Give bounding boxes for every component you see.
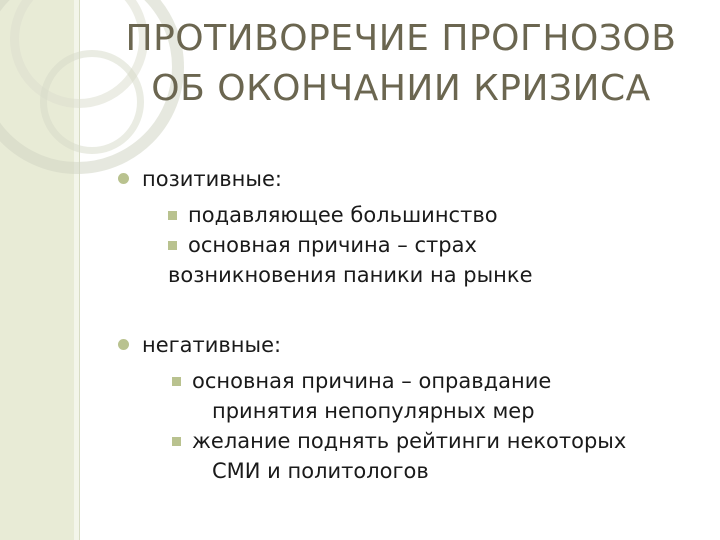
slide-title (96, 14, 706, 114)
square-bullet-icon (168, 211, 177, 220)
sub-bullet-text: основная причина – оправдание (192, 369, 552, 393)
slide-title-line-1: ПРОТИВОРЕЧИЕ ПРОГНОЗОВ (125, 18, 677, 59)
sub-bullet-item (172, 366, 708, 426)
sub-bullet-item (168, 200, 708, 230)
slide-content (118, 164, 708, 486)
sub-list (172, 366, 708, 486)
bullet-item (118, 330, 708, 360)
sub-list (168, 200, 708, 260)
slide-title-line-2: ОБ ОКОНЧАНИИ КРИЗИСА (151, 68, 651, 109)
sub-bullet-text-continuation: принятия непопулярных мер (212, 399, 535, 423)
bullet-label: негативные: (142, 333, 282, 357)
sub-bullet-item (172, 426, 708, 486)
sub-bullet-continuation: возникновения паники на рынке (168, 263, 533, 287)
sub-bullet-text-continuation: СМИ и политологов (212, 459, 429, 483)
sub-bullet-item (168, 230, 708, 260)
square-bullet-icon (168, 241, 177, 250)
bullet-label: позитивные: (142, 167, 282, 191)
bullet-group-negative (118, 330, 708, 486)
bullet-item (118, 164, 708, 194)
square-bullet-icon (172, 437, 181, 446)
sub-bullet-text: желание поднять рейтинги некоторых (192, 429, 627, 453)
round-bullet-icon (118, 339, 129, 350)
round-bullet-icon (118, 173, 129, 184)
sub-bullet-text: основная причина – страх (188, 233, 477, 257)
bullet-group-positive (118, 164, 708, 290)
square-bullet-icon (172, 377, 181, 386)
sub-bullet-text: подавляющее большинство (188, 203, 498, 227)
